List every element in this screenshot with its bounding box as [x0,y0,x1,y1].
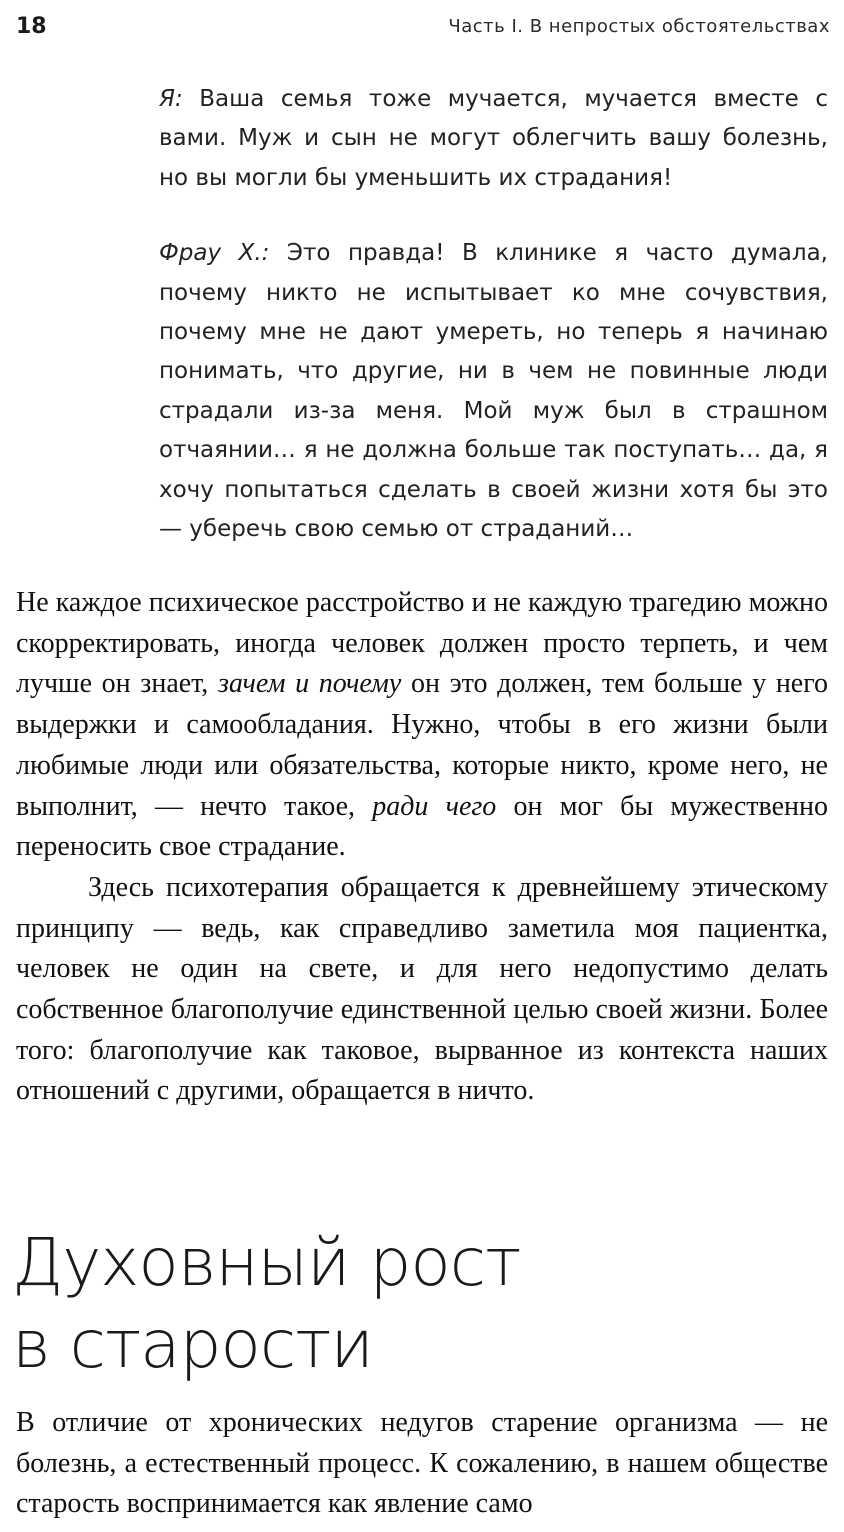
paragraph-text: он мог бы мужественно переносить свое страдание. [16,790,828,863]
speaker-label: Фрау Х.: [159,240,270,267]
dialogue-text: Ваша семья тоже мучается, мучается вместе с вами. Муж и сын не могут облегчить вашу болезнь, но вы могли бы уменьшить их страдания! [159,86,828,191]
paragraph: Здесь психотерапия обращается к древнейшему этическому принципу — ведь, как справедливо заметила моя пациентка, человек не один на свете, и для него недопустимо делать собственное благополучие единственной целью своей жизни. Более того: благополучие как таковое, вырванное из контекста наших отношений с другими, обращается в ничто. [16,871,828,1107]
dialogue-line [159,234,828,549]
dialogue-line [159,80,828,198]
section-heading [12,1222,520,1386]
paragraph-text: Не каждое психическое расстройство и не каждую трагедию можно скорректировать, иногда человек должен просто терпеть, и чем лучше он знает, [16,587,828,700]
section-heading-line: в старости [12,1306,373,1383]
dialogue-text: Это правда! В клинике я часто думала, почему никто не испытывает ко мне сочувствия, почему мне не дают умереть, но теперь я начинаю понимать, что другие, ни в чем не повинные люди страдали из-за меня. Мой муж был в страшном отчаянии… я не должна больше так поступать… да, я хочу попытаться сделать в своей жизни хотя бы это — уберечь свою семью от страданий… [159,240,828,543]
dialogue-block [159,80,828,585]
paragraph: В отличие от хронических недугов старение организма — не болезнь, а естественный процесс. К сожалению, в нашем обществе старость воспринимается как явление само [16,1407,828,1520]
body-text [16,583,828,1112]
emphasis-text: зачем и почему [217,668,402,700]
paragraph-text: он это должен, тем больше у него выдержки и самообладания. Нужно, чтобы в его жизни были любимые люди или обязательства, которые никто, кроме него, не выполнит, — нечто такое, [16,668,829,822]
paragraph [16,583,828,868]
emphasis-text: ради чего [372,790,497,822]
running-head: Часть I. В непростых обстоятельствах [448,15,830,37]
section-heading-line: Духовный рост [12,1224,521,1301]
page-number: 18 [16,13,47,39]
speaker-label: Я: [159,86,183,112]
section-body [16,1403,828,1525]
page-header [16,8,830,44]
